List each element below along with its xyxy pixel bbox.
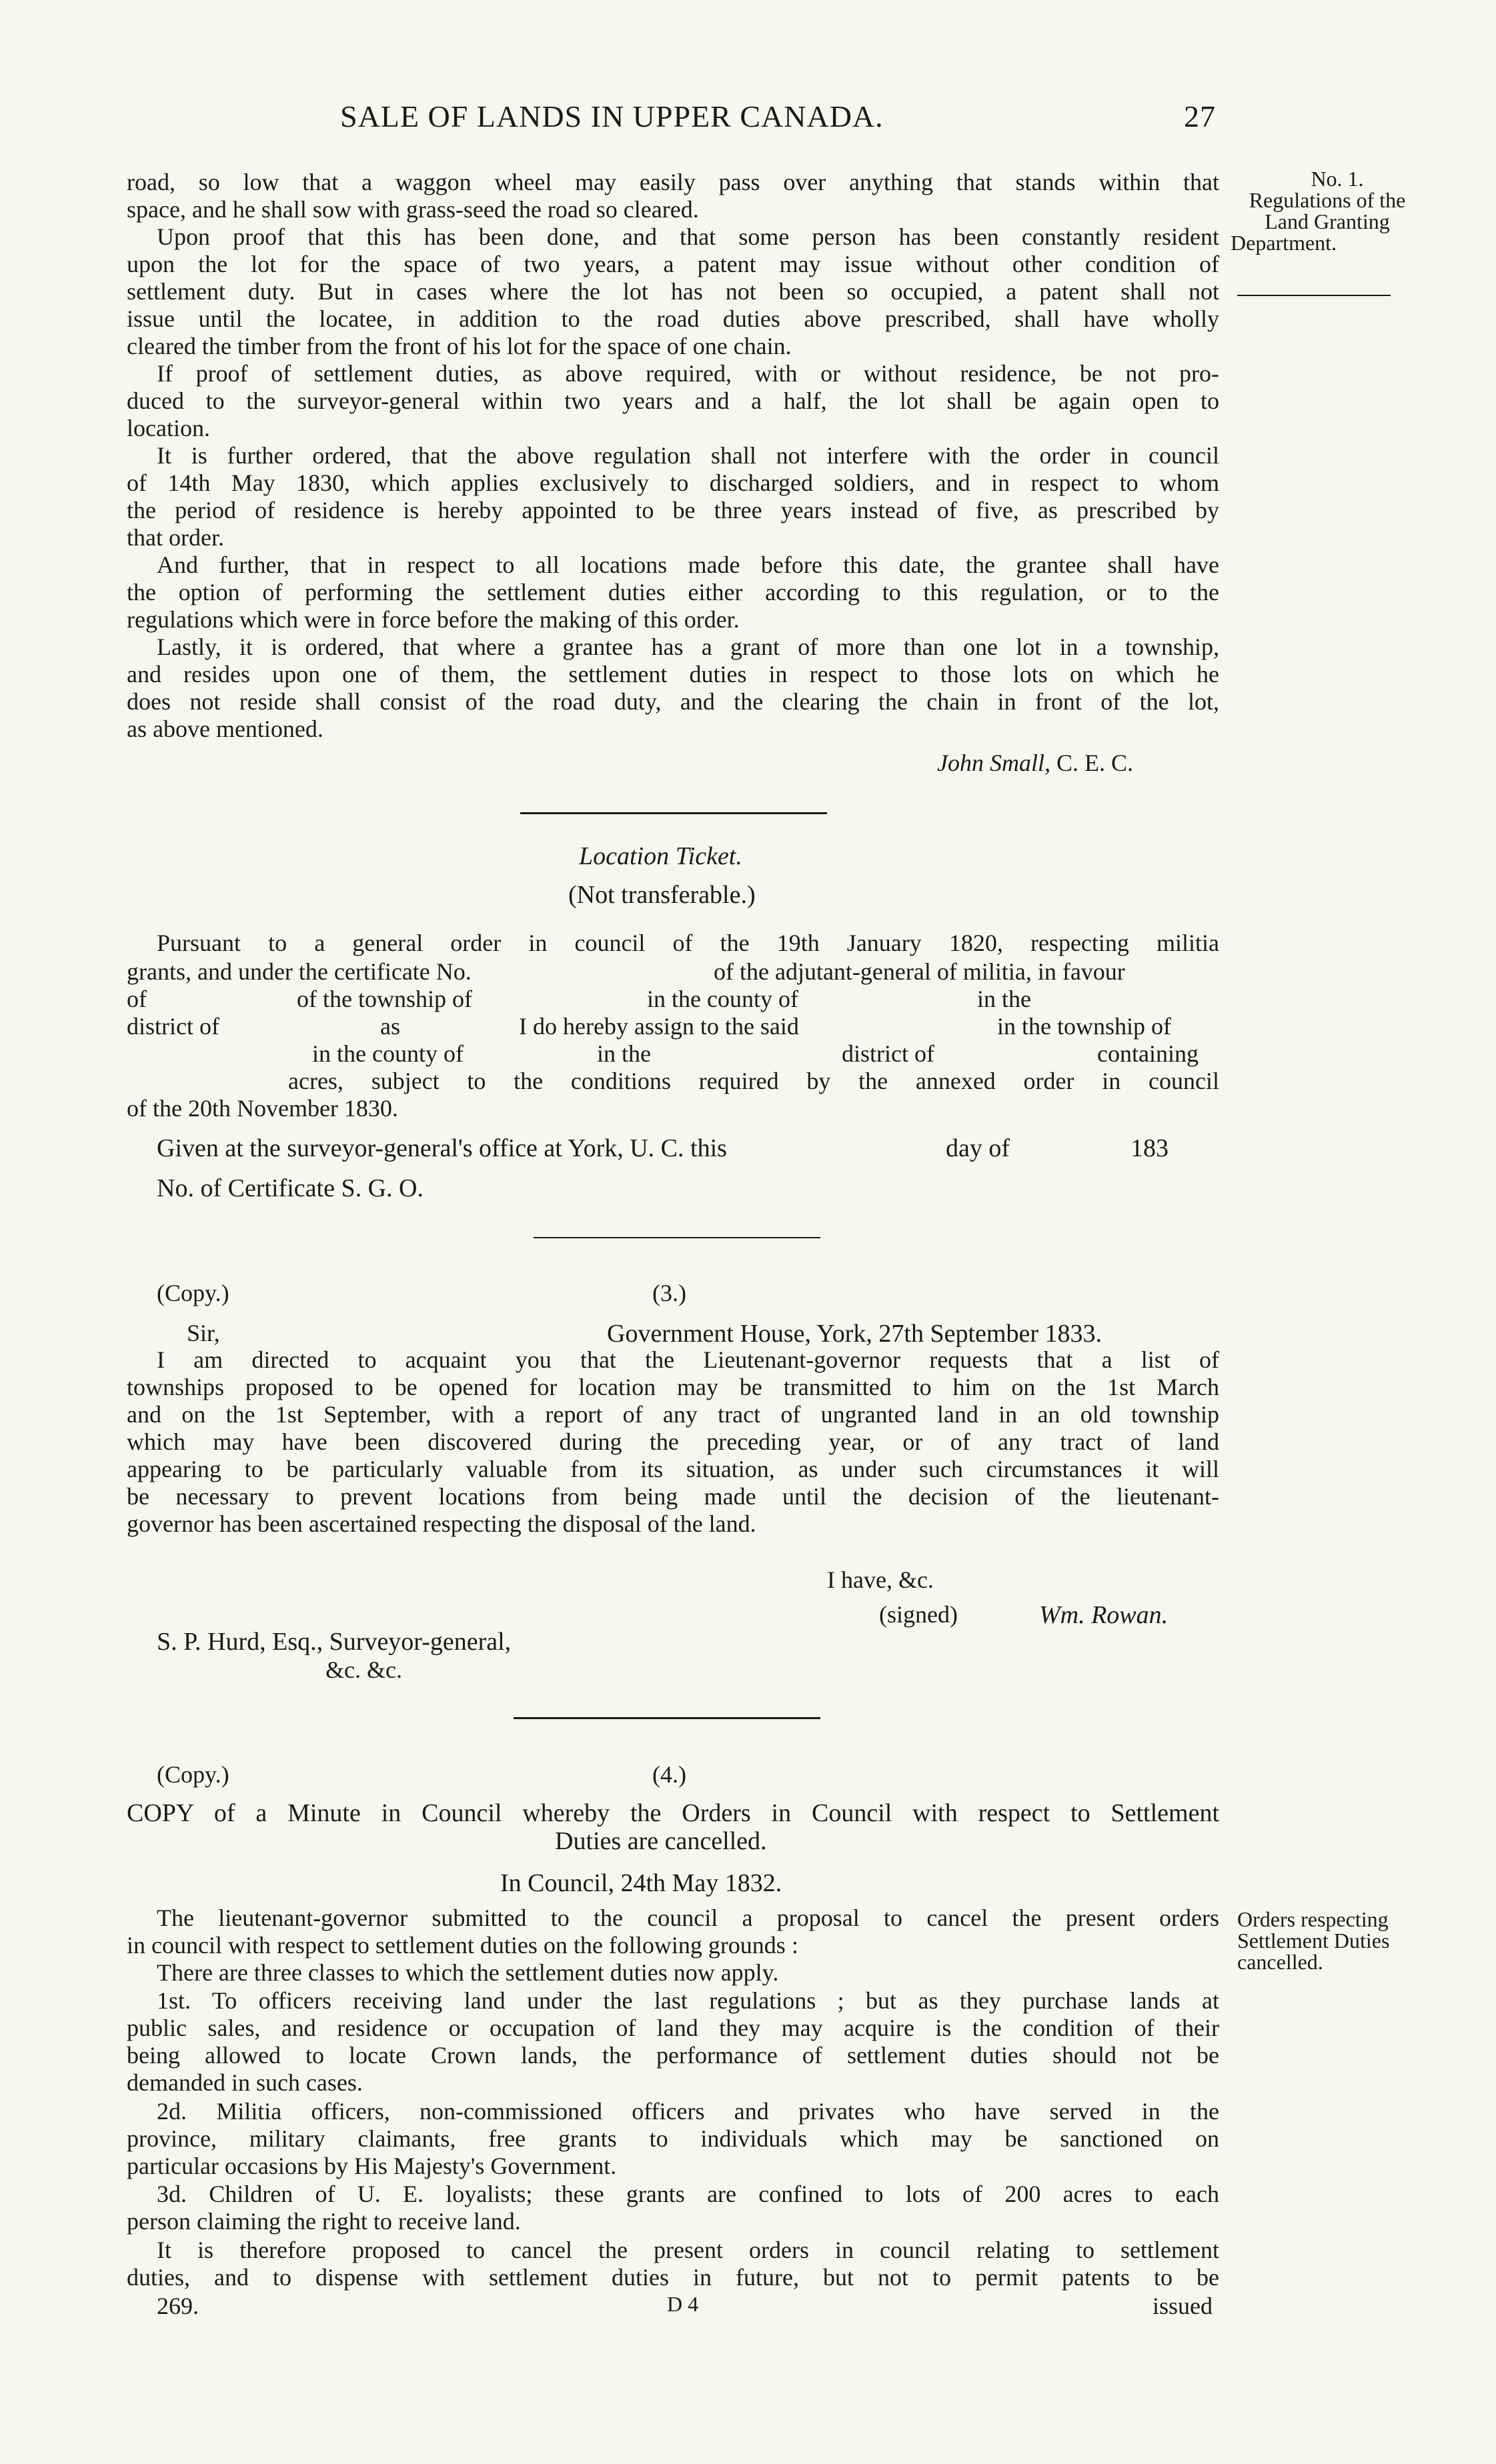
sidenote-regulations bbox=[1231, 168, 1424, 253]
document-number: (4.) bbox=[652, 1761, 686, 1788]
given-line: Given at the surveyor-general's office at York, U. C. this bbox=[157, 1134, 727, 1162]
text-line: and on the 1st September, with a report of any tract of ungranted land in an old township bbox=[127, 1401, 1219, 1428]
minute-heading: COPY of a Minute in Council whereby the Orders in Council with respect to Settlement bbox=[127, 1799, 1219, 1827]
paragraph-lastly bbox=[127, 634, 1219, 743]
text-line: in the bbox=[597, 1040, 651, 1067]
section-divider bbox=[514, 1717, 820, 1719]
text-line: And further, that in respect to all locations made before this date, the grantee shall have bbox=[157, 551, 1219, 578]
paragraph-road bbox=[127, 169, 1219, 223]
sidenote-line: cancelled. bbox=[1237, 1950, 1323, 1974]
text-line: demanded in such cases. bbox=[127, 2069, 363, 2096]
sidenote-rule bbox=[1237, 295, 1391, 296]
text-line: 2d. Militia officers, non-commissioned officers and privates who have served in the bbox=[157, 2098, 1219, 2125]
page-number: 27 bbox=[1184, 99, 1216, 133]
text-line: 3d. Children of U. E. loyalists; these grants are confined to lots of 200 acres to each bbox=[157, 2181, 1219, 2207]
text-line: upon the lot for the space of two years, a patent may issue without other condition of bbox=[127, 251, 1219, 277]
certificate-line: No. of Certificate S. G. O. bbox=[157, 1174, 424, 1202]
section-divider bbox=[534, 1237, 820, 1238]
paragraph-proof bbox=[127, 223, 1219, 360]
text-line: There are three classes to which the settlement duties now apply. bbox=[157, 1959, 779, 1986]
text-line: in the bbox=[977, 986, 1031, 1012]
sidenote-line: Land Granting bbox=[1265, 209, 1390, 233]
running-title: SALE OF LANDS IN UPPER CANADA. bbox=[340, 99, 884, 133]
text-line: road, so low that a waggon wheel may easily pass over anything that stands within that bbox=[127, 169, 1219, 195]
signed-label: (signed) bbox=[879, 1601, 958, 1628]
text-line: in council with respect to settlement duties on the following grounds : bbox=[127, 1932, 798, 1959]
text-line: space, and he shall sow with grass-seed the road so cleared. bbox=[127, 196, 699, 223]
text-line: townships proposed to be opened for location may be transmitted to him on the 1st March bbox=[127, 1374, 1219, 1400]
addressee-etc: &c. &c. bbox=[325, 1656, 402, 1683]
paragraph-settlement bbox=[127, 360, 1219, 442]
sidenote-line: Settlement Duties bbox=[1237, 1929, 1390, 1953]
minute-para-proposal bbox=[127, 1905, 1219, 1959]
document-number: (3.) bbox=[652, 1280, 686, 1306]
text-line: which may have been discovered during the preceding year, or of any tract of land bbox=[127, 1428, 1219, 1455]
text-line: the option of performing the settlement duties either according to this regulation, or to the bbox=[127, 579, 1219, 605]
letter-body bbox=[127, 1346, 1219, 1538]
text-line: settlement duty. But in cases where the lot has not been so occupied, a patent shall not bbox=[127, 278, 1219, 305]
text-line: issue until the locatee, in addition to the road duties above prescribed, shall have wholly bbox=[127, 305, 1219, 332]
given-year: 183 bbox=[1131, 1134, 1169, 1162]
sidenote-line: Department. bbox=[1231, 231, 1337, 255]
text-line: If proof of settlement duties, as above required, with or without residence, be not pro- bbox=[157, 360, 1219, 387]
text-line: be necessary to prevent locations from being made until the decision of the lieutenant- bbox=[127, 1483, 1219, 1510]
copy-label: (Copy.) bbox=[157, 1761, 229, 1788]
text-line: district of bbox=[127, 1013, 219, 1040]
text-line: being allowed to locate Crown lands, the performance of settlement duties should not be bbox=[127, 2042, 1219, 2069]
ticket-subtitle: (Not transferable.) bbox=[568, 881, 756, 909]
text-line: public sales, and residence or occupation of land they may acquire is the condition of their bbox=[127, 2015, 1219, 2041]
text-line: acres, subject to the conditions required by the annexed order in council bbox=[288, 1068, 1219, 1094]
text-line: duties, and to dispense with settlement duties in future, but not to permit patents to be bbox=[127, 2264, 1219, 2291]
paragraph-and-further bbox=[127, 551, 1219, 634]
signature-name: John Small, bbox=[937, 750, 1050, 776]
text-line: governor has been ascertained respecting the disposal of the land. bbox=[127, 1510, 756, 1537]
copy-label: (Copy.) bbox=[157, 1280, 229, 1306]
text-line: It is further ordered, that the above regulation shall not interfere with the order in council bbox=[157, 442, 1219, 469]
text-line: that order. bbox=[127, 524, 224, 551]
text-line: I am directed to acquaint you that the Lieutenant-governor requests that a list of bbox=[157, 1346, 1219, 1373]
text-line: of the township of bbox=[297, 986, 472, 1012]
minute-para-second bbox=[127, 2098, 1219, 2180]
sidenote-line: Regulations of the bbox=[1249, 188, 1406, 212]
council-date: In Council, 24th May 1832. bbox=[500, 1869, 782, 1897]
text-line: of the 20th November 1830. bbox=[127, 1095, 398, 1122]
text-line: in the township of bbox=[997, 1013, 1171, 1040]
paragraph-further-ordered bbox=[127, 442, 1219, 551]
signature-john-small bbox=[937, 749, 1133, 777]
text-line: containing bbox=[1097, 1040, 1199, 1067]
sidenote-line: Orders respecting bbox=[1237, 1907, 1389, 1931]
salutation: Sir, bbox=[187, 1320, 220, 1346]
text-line: in the county of bbox=[312, 1040, 464, 1067]
text-line: location. bbox=[127, 415, 210, 441]
text-line: of bbox=[127, 986, 147, 1012]
text-line: grants, and under the certificate No. bbox=[127, 958, 472, 985]
ticket-title: Location Ticket. bbox=[579, 842, 742, 870]
text-line: particular occasions by His Majesty's Government. bbox=[127, 2153, 617, 2179]
text-line: does not reside shall consist of the road duty, and the clearing the chain in front of the lot, bbox=[127, 688, 1219, 715]
text-line: as bbox=[380, 1013, 400, 1040]
text-line: province, military claimants, free grants to individuals which may be sanctioned on bbox=[127, 2125, 1219, 2152]
text-line: I do hereby assign to the said bbox=[519, 1013, 799, 1040]
sidenote-line: No. 1. bbox=[1311, 167, 1364, 191]
text-line: It is therefore proposed to cancel the present orders in council relating to settlement bbox=[157, 2237, 1219, 2263]
catchword: issued bbox=[1153, 2293, 1213, 2319]
minute-heading-cont: Duties are cancelled. bbox=[555, 1827, 767, 1855]
text-line: of the adjutant-general of militia, in favour bbox=[714, 958, 1125, 985]
text-line: in the county of bbox=[647, 986, 798, 1012]
minute-para-proposed bbox=[127, 2237, 1219, 2291]
sidenote-orders bbox=[1237, 1909, 1417, 1973]
text-line: as above mentioned. bbox=[127, 716, 323, 742]
text-line: The lieutenant-governor submitted to the council a proposal to cancel the present orders bbox=[157, 1905, 1219, 1931]
text-line: the period of residence is hereby appointed to be three years instead of five, as prescribed by bbox=[127, 497, 1219, 523]
text-line: 1st. To officers receiving land under the last regulations ; but as they purchase lands at bbox=[157, 1987, 1219, 2014]
text-line: Pursuant to a general order in council of the 19th January 1820, respecting militia bbox=[157, 930, 1219, 956]
footer-number: 269. bbox=[157, 2293, 199, 2319]
minute-para-first bbox=[127, 1987, 1219, 2097]
closing: I have, &c. bbox=[827, 1566, 934, 1593]
minute-para-third bbox=[127, 2181, 1219, 2235]
text-line: regulations which were in force before the making of this order. bbox=[127, 606, 740, 633]
signature-title: C. E. C. bbox=[1056, 750, 1133, 776]
text-line: and resides upon one of them, the settlement duties in respect to those lots on which he bbox=[127, 661, 1219, 688]
signature-mark: D 4 bbox=[667, 2292, 699, 2316]
text-line: person claiming the right to receive land. bbox=[127, 2208, 521, 2235]
addressee: S. P. Hurd, Esq., Surveyor-general, bbox=[157, 1628, 512, 1656]
minute-para-classes bbox=[127, 1959, 1219, 1987]
signer-name: Wm. Rowan. bbox=[1039, 1601, 1169, 1629]
text-line: cleared the timber from the front of his lot for the space of one chain. bbox=[127, 333, 792, 359]
given-day: day of bbox=[946, 1134, 1010, 1162]
section-divider bbox=[520, 812, 827, 814]
text-line: district of bbox=[842, 1040, 934, 1067]
text-line: Upon proof that this has been done, and that some person has been constantly resident bbox=[157, 223, 1219, 250]
text-line: duced to the surveyor-general within two years and a half, the lot shall be again open to bbox=[127, 387, 1219, 414]
text-line: appearing to be particularly valuable from its situation, as under such circumstances it will bbox=[127, 1456, 1219, 1482]
text-line: of 14th May 1830, which applies exclusively to discharged soldiers, and in respect to whom bbox=[127, 469, 1219, 496]
text-line: Lastly, it is ordered, that where a grantee has a grant of more than one lot in a township, bbox=[157, 634, 1219, 660]
dateline: Government House, York, 27th September 1833. bbox=[607, 1320, 1102, 1348]
